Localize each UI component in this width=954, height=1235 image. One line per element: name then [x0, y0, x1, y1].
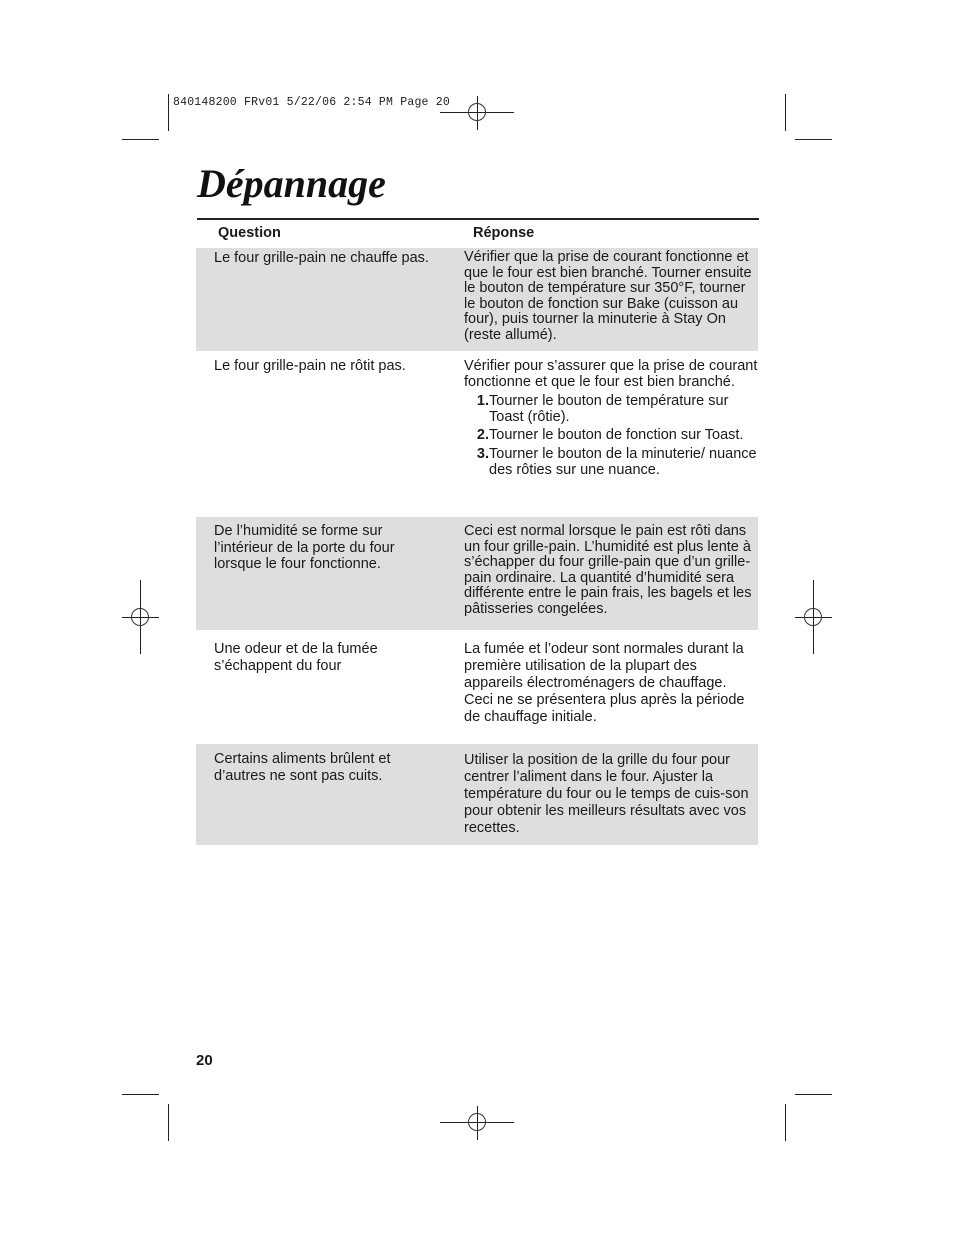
table-row [196, 517, 758, 630]
row-question: Une odeur et de la fumée s’échappent du four [214, 641, 378, 674]
step-text: Tourner le bouton de température sur Toast (rôtie). [489, 393, 729, 425]
table-row [196, 630, 758, 744]
column-header-answer: Réponse [473, 225, 535, 241]
step-number: 1. [476, 393, 489, 410]
row-question: Le four grille-pain ne chauffe pas. [214, 250, 429, 266]
step-number: 2. [476, 427, 489, 444]
row-answer: Vérifier que la prise de courant fonctionne et que le four est bien branché. Tourner ensuite le bouton de température sur 350°F, tourner le bouton de fonction sur Bake (cuisson au four), puis tourner la minuterie à Stay On (reste allumé). [464, 249, 752, 343]
row-question: De l’humidité se forme sur l’intérieur de la porte du four lorsque le four fonctionne. [214, 523, 395, 572]
page-number: 20 [196, 1052, 213, 1069]
row-answer: Vérifier pour s’assurer que la prise de courant fonctionne et que le four est bien branché. [464, 358, 758, 390]
step-item [464, 394, 758, 425]
step-number: 3. [476, 445, 489, 462]
page-title: Dépannage [197, 161, 386, 206]
header-rule [197, 218, 759, 220]
print-slug: 840148200 FRv01 5/22/06 2:54 PM Page 20 [173, 96, 450, 109]
step-list [464, 394, 758, 478]
step-item [464, 428, 758, 444]
table-row [196, 248, 758, 351]
table-row [196, 351, 758, 517]
row-question: Certains aliments brûlent et d’autres ne sont pas cuits. [214, 751, 391, 784]
step-text: Tourner le bouton de la minuterie/ nuance des rôties sur une nuance. [489, 445, 757, 478]
row-answer: La fumée et l’odeur sont normales durant la première utilisation de la plupart des appareils électroménagers de chauffage. Ceci ne se présentera plus après la période de chauffage initiale. [464, 641, 745, 725]
step-item [464, 447, 758, 478]
column-header-question: Question [218, 225, 281, 241]
row-answer: Utiliser la position de la grille du four pour centrer l’aliment dans le four. Ajuster la température du four ou le temps de cuis-son pour obtenir les meilleurs résultats avec vos recettes. [464, 752, 749, 836]
table-row [196, 744, 758, 845]
step-text: Tourner le bouton de fonction sur Toast. [489, 427, 744, 444]
row-answer: Ceci est normal lorsque le pain est rôti dans un four grille-pain. L’humidité est plus lente à s’échapper du four grille-pain que d’un grille-pain ordinaire. La quantité d’humidité sera différente entre le pain frais, les bagels et les pâtisseries congelées. [464, 523, 752, 617]
row-question: Le four grille-pain ne rôtit pas. [214, 358, 406, 374]
